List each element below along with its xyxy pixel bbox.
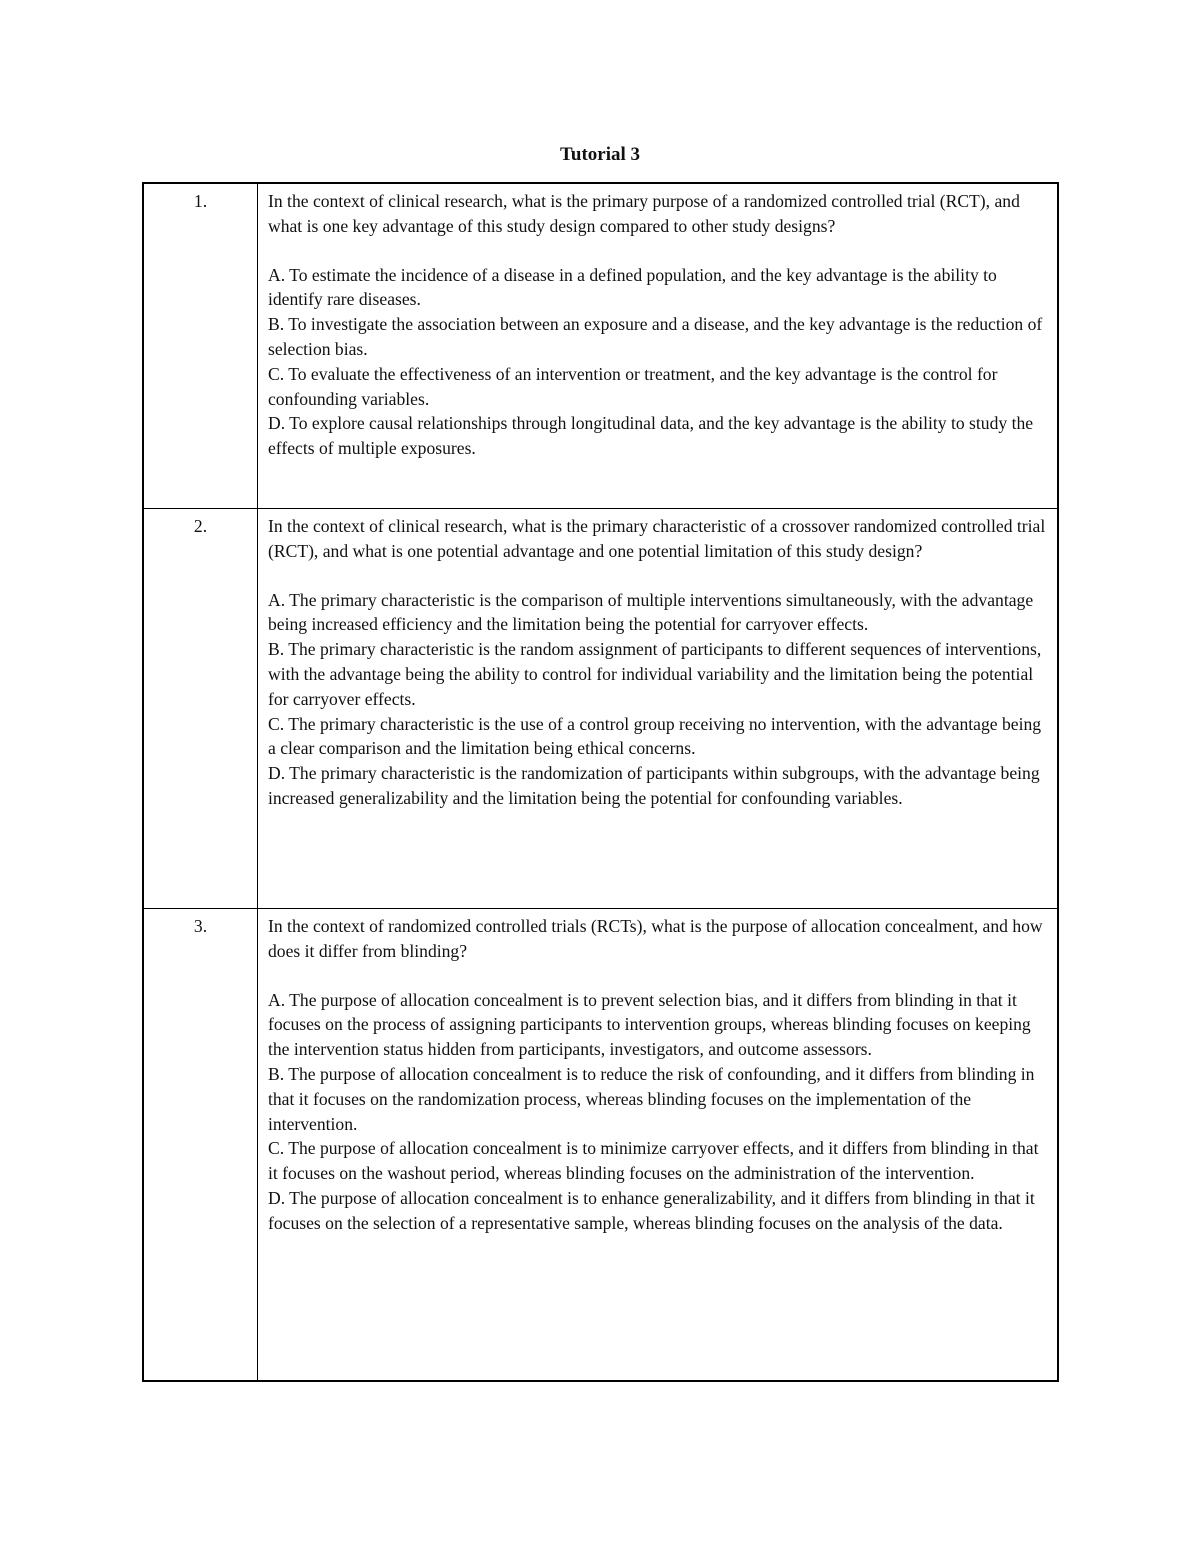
answer-option-c: C. The primary characteristic is the use of a control group receiving no intervention, with the advantage being a clear comparison and the limitation being ethical concerns. [268, 713, 1042, 759]
answer-option-b: B. The purpose of allocation concealment is to reduce the risk of confounding, and it differs from blinding in that it focuses on the randomization process, whereas blinding focuses on the implementation of the intervention. [268, 1063, 1035, 1134]
answer-option-c: C. To evaluate the effectiveness of an intervention or treatment, and the key advantage is the control for confounding variables. [268, 363, 998, 409]
answer-option-d: D. The primary characteristic is the randomization of participants within subgroups, with the advantage being increased generalizability and the limitation being the potential for confounding variables. [268, 763, 1040, 808]
answer-option-b: B. To investigate the association between an exposure and a disease, and the key advantage is the reduction of selection bias. [268, 314, 1043, 359]
question-stem: In the context of clinical research, what is the primary purpose of a randomized controlled trial (RCT), and what is one key advantage of this study design compared to other study designs? [268, 191, 1020, 236]
question-number: 3. [143, 909, 258, 1382]
answer-option-b: B. The primary characteristic is the random assignment of participants to different sequences of interventions, with the advantage being the ability to control for individual variability and the limitation being the potential for carryover effects. [268, 639, 1042, 709]
question-number: 2. [143, 509, 258, 909]
page-title: Tutorial 3 [559, 144, 641, 165]
answer-option-a: A. The purpose of allocation concealment is to prevent selection bias, and it differs from blinding in that it focuses on the process of assigning participants to intervention groups, whereas blinding focuses on keeping the intervention status hidden from participants, investigators, and outcome assessors. [268, 989, 1031, 1060]
question-stem: In the context of clinical research, what is the primary characteristic of a crossover randomized controlled trial (RCT), and what is one potential advantage and one potential limitation of this study design? [268, 516, 1046, 561]
answer-option-c: C. The purpose of allocation concealment is to minimize carryover effects, and it differs from blinding in that it focuses on the washout period, whereas blinding focuses on the administration of the intervention. [268, 1138, 1039, 1184]
question-row [143, 509, 1058, 909]
question-row [143, 183, 1058, 509]
answer-option-d: D. The purpose of allocation concealment is to enhance generalizability, and it differs from blinding in that it focuses on the selection of a representative sample, whereas blinding focuses on the analysis of the data. [268, 1187, 1035, 1233]
question-row [143, 909, 1058, 1382]
question-cell [258, 183, 1059, 509]
question-cell [258, 909, 1059, 1382]
questions-table [142, 182, 1059, 1382]
answer-option-a: A. The primary characteristic is the comparison of multiple interventions simultaneously, with the advantage being increased efficiency and the limitation being the potential for carryover effects. [268, 589, 1034, 635]
answer-option-d: D. To explore causal relationships through longitudinal data, and the key advantage is the ability to study the effects of multiple exposures. [268, 413, 1034, 459]
question-number: 1. [143, 183, 258, 509]
answer-option-a: A. To estimate the incidence of a disease in a defined population, and the key advantage is the ability to identify rare diseases. [268, 264, 997, 310]
question-cell [258, 509, 1059, 909]
question-stem: In the context of randomized controlled trials (RCTs), what is the purpose of allocation concealment, and how does it differ from blinding? [268, 916, 1043, 961]
